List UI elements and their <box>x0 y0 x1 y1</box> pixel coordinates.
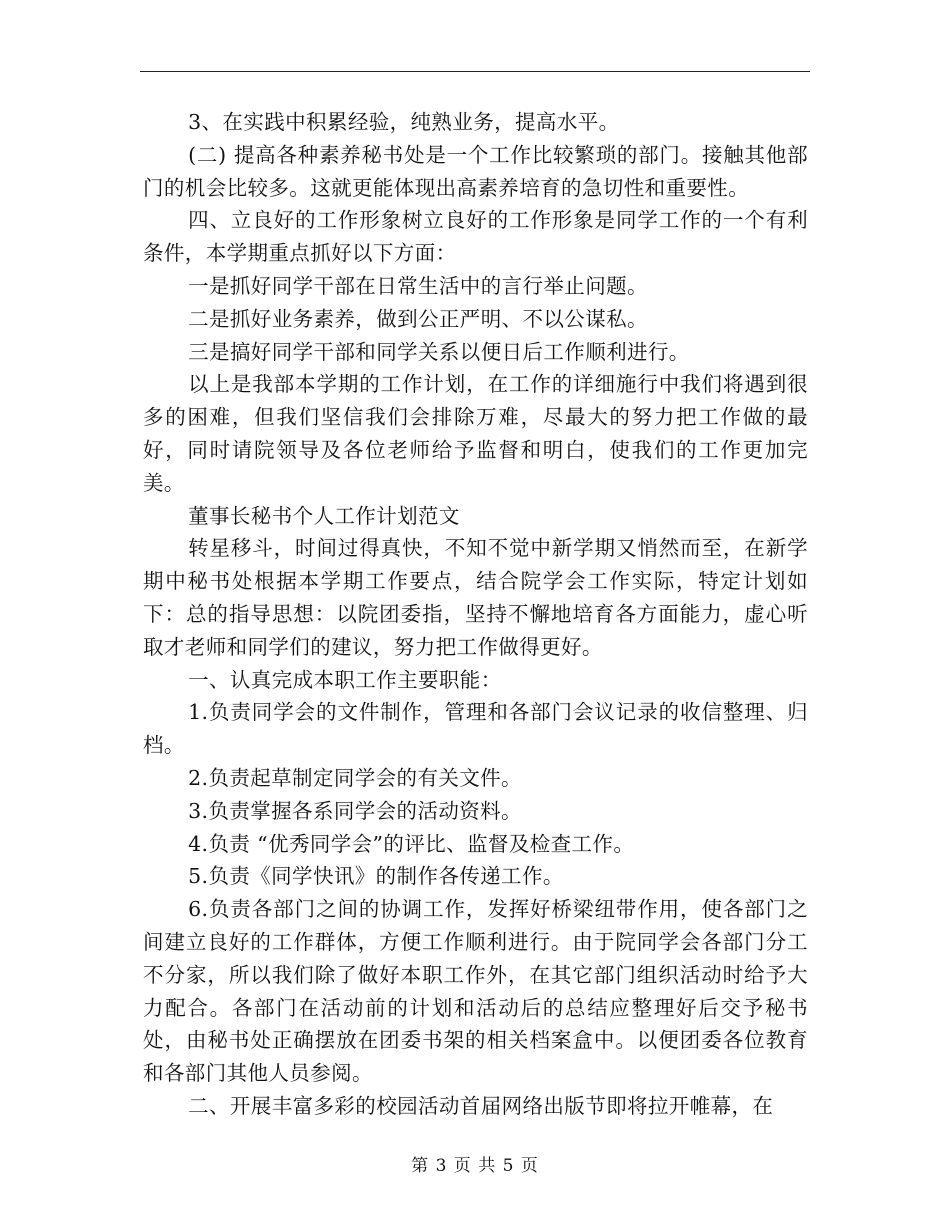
paragraph: (二) 提高各种素养秘书处是一个工作比较繁琐的部门。接触其他部门的机会比较多。这就更能体现出高素养培育的急切性和重要性。 <box>143 142 808 200</box>
paragraph: 三是搞好同学干部和同学关系以便日后工作顺利进行。 <box>188 339 690 364</box>
paragraph: 以上是我部本学期的工作计划，在工作的详细施行中我们将遇到很多的困难，但我们坚信我们会排除万难，尽最大的努力把工作做的最好，同时请院领导及各位老师给予监督和明白，使我们的工作更加完美。 <box>143 372 808 495</box>
paragraph: 四、立良好的工作形象树立良好的工作形象是同学工作的一个有利条件，本学期重点抓好以下方面： <box>143 208 808 266</box>
paragraph: 一是抓好同学干部在日常生活中的言行举止问题。 <box>188 273 648 298</box>
document-body <box>143 106 808 1123</box>
list-item: 2.负责起草制定同学会的有关文件。 <box>188 765 522 790</box>
paragraph: 3、在实践中积累经验，纯熟业务，提高水平。 <box>188 110 620 134</box>
list-item: 1.负责同学会的文件制作，管理和各部门会议记录的收信整理、归档。 <box>143 700 808 758</box>
list-item: 3.负责掌握各系同学会的活动资料。 <box>188 798 522 823</box>
paragraph: 二是抓好业务素养，做到公正严明、不以公谋私。 <box>188 306 648 331</box>
header-rule <box>140 71 810 72</box>
list-item: 5.负责《同学快讯》的制作各传递工作。 <box>188 864 564 889</box>
section-title: 董事长秘书个人工作计划范文 <box>188 503 460 528</box>
list-item: 6.负责各部门之间的协调工作，发挥好桥梁纽带作用，使各部门之间建立良好的工作群体，方便工作顺利进行。由于院同学会各部门分工不分家，所以我们除了做好本职工作外，在其它部门组织活动时给予大力配合。各部门在活动前的计划和活动后的总结应整理好后交予秘书处，由秘书处正确摆放在团委书架的相关档案盒中。以便团委各位教育和各部门其他人员参阅。 <box>143 897 808 1086</box>
paragraph: 转星移斗，时间过得真快，不知不觉中新学期又悄然而至，在新学期中秘书处根据本学期工作要点，结合院学会工作实际，特定计划如下：总的指导思想：以院团委指，坚持不懈地培育各方面能力，虚心听取才老师和同学们的建议，努力把工作做得更好。 <box>143 536 808 659</box>
paragraph: 二、开展丰富多彩的校园活动首届网络出版节即将拉开帷幕，在 <box>188 1093 774 1118</box>
page-number-footer: 第 3 页 共 5 页 <box>411 1156 539 1176</box>
paragraph: 一、认真完成本职工作主要职能： <box>188 667 502 692</box>
list-item: 4.负责 “优秀同学会”的评比、监督及检查工作。 <box>188 831 635 856</box>
